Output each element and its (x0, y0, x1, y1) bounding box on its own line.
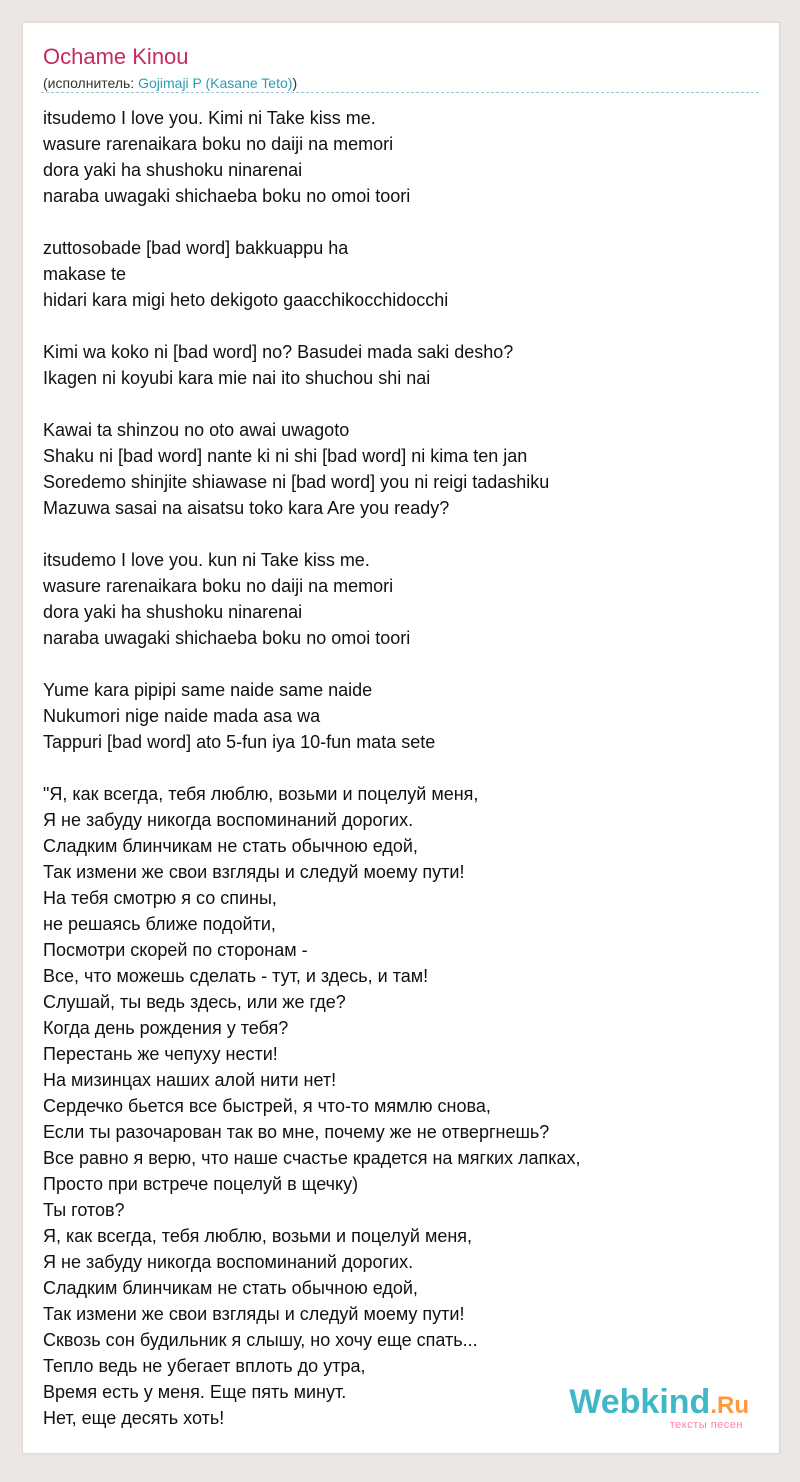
lyrics-blank-line (43, 521, 763, 547)
artist-suffix: ) (292, 75, 298, 91)
lyrics-blank-line (43, 209, 763, 235)
lyrics-line: Посмотри скорей по сторонам - (43, 940, 308, 960)
lyrics-line: Сладким блинчикам не стать обычною едой, (43, 836, 418, 856)
lyrics-line: Слушай, ты ведь здесь, или же где? (43, 992, 346, 1012)
lyrics-line: Все, что можешь сделать - тут, и здесь, и там! (43, 966, 429, 986)
lyrics-line: Kimi wa koko ni [bad word] no? Basudei mada saki desho? (43, 342, 514, 362)
lyrics-blank-line (43, 755, 763, 781)
lyrics-line: naraba uwagaki shichaeba boku no omoi toori (43, 628, 411, 648)
lyrics-blank-line (43, 651, 763, 677)
lyrics-line: Все равно я верю, что наше счастье крадется на мягких лапках, (43, 1148, 581, 1168)
lyrics-line: Так измени же свои взгляды и следуй моему пути! (43, 1304, 465, 1324)
lyrics-line: Ты готов? (43, 1200, 125, 1220)
title-divider (41, 92, 759, 93)
lyrics-line: Soredemo shinjite shiawase ni [bad word] you ni reigi tadashiku (43, 472, 550, 492)
lyrics-line: Kawai ta shinzou no oto awai uwagoto (43, 420, 350, 440)
lyrics-line: itsudemo I love you. kun ni Take kiss me. (43, 550, 370, 570)
lyrics-line: Нет, еще десять хоть! (43, 1408, 225, 1428)
lyrics-card (22, 22, 780, 1454)
lyrics-line: Сладким блинчикам не стать обычною едой, (43, 1278, 418, 1298)
lyrics-line: makase te (43, 264, 127, 284)
lyrics-line: Mazuwa sasai na aisatsu toko kara Are you ready? (43, 498, 450, 518)
lyrics-line: wasure rarenaikara boku no daiji na memori (43, 576, 394, 596)
lyrics-line: Ikagen ni koyubi kara mie nai ito shuchou shi nai (43, 368, 431, 388)
lyrics-line: zuttosobade [bad word] bakkuappu ha (43, 238, 349, 258)
site-watermark (569, 1384, 749, 1431)
lyrics-line: Я не забуду никогда воспоминаний дорогих. (43, 810, 414, 830)
lyrics-line: Tappuri [bad word] ato 5-fun iya 10-fun mata sete (43, 732, 436, 752)
lyrics-line: Когда день рождения у тебя? (43, 1018, 289, 1038)
lyrics-line: "Я, как всегда, тебя люблю, возьми и поцелуй меня, (43, 784, 479, 804)
lyrics-line: Так измени же свои взгляды и следуй моему пути! (43, 862, 465, 882)
artist-prefix: (исполнитель: (43, 75, 139, 91)
lyrics-line: hidari kara migi heto dekigoto gaacchikocchidocchi (43, 290, 449, 310)
watermark-tld: .Ru (710, 1392, 749, 1419)
lyrics-line: Если ты разочарован так во мне, почему же не отвергнешь? (43, 1122, 550, 1142)
lyrics-line: Сердечко бьется все быстрей, я что-то мямлю снова, (43, 1096, 491, 1116)
lyrics-blank-line (43, 391, 763, 417)
lyrics-line: Сквозь сон будильник я слышу, но хочу еще спать... (43, 1330, 478, 1350)
lyrics-blank-line (43, 313, 763, 339)
lyrics-line: На мизинцах наших алой нити нет! (43, 1070, 337, 1090)
watermark-brand: Webkind (569, 1383, 711, 1421)
artist-line (43, 74, 297, 92)
watermark-logo (569, 1384, 749, 1424)
lyrics-line: wasure rarenaikara boku no daiji na memori (43, 134, 394, 154)
lyrics-line: На тебя смотрю я со спины, (43, 888, 277, 908)
lyrics-line: dora yaki ha shushoku ninarenai (43, 160, 303, 180)
lyrics-line: Перестань же чепуху нести! (43, 1044, 278, 1064)
lyrics-line: Я не забуду никогда воспоминаний дорогих. (43, 1252, 414, 1272)
lyrics-line: Nukumori nige naide mada asa wa (43, 706, 321, 726)
lyrics-line: Тепло ведь не убегает вплоть до утра, (43, 1356, 366, 1376)
lyrics-line: Shaku ni [bad word] nante ki ni shi [bad word] ni kima ten jan (43, 446, 528, 466)
lyrics-line: naraba uwagaki shichaeba boku no omoi toori (43, 186, 411, 206)
lyrics-line: не решаясь ближе подойти, (43, 914, 276, 934)
watermark-subtitle: тексты песен (669, 1419, 743, 1431)
lyrics-line: dora yaki ha shushoku ninarenai (43, 602, 303, 622)
lyrics-line: Время есть у меня. Еще пять минут. (43, 1382, 347, 1402)
lyrics-line: Я, как всегда, тебя люблю, возьми и поцелуй меня, (43, 1226, 473, 1246)
lyrics-line: itsudemo I love you. Kimi ni Take kiss me. (43, 108, 376, 128)
lyrics-line: Просто при встрече поцелуй в щечку) (43, 1174, 359, 1194)
artist-link[interactable]: Gojimaji P (Kasane Teto) (138, 75, 293, 91)
song-title: Ochame Kinou (43, 44, 189, 69)
lyrics-text (43, 105, 763, 1431)
lyrics-line: Yume kara pipipi same naide same naide (43, 680, 373, 700)
